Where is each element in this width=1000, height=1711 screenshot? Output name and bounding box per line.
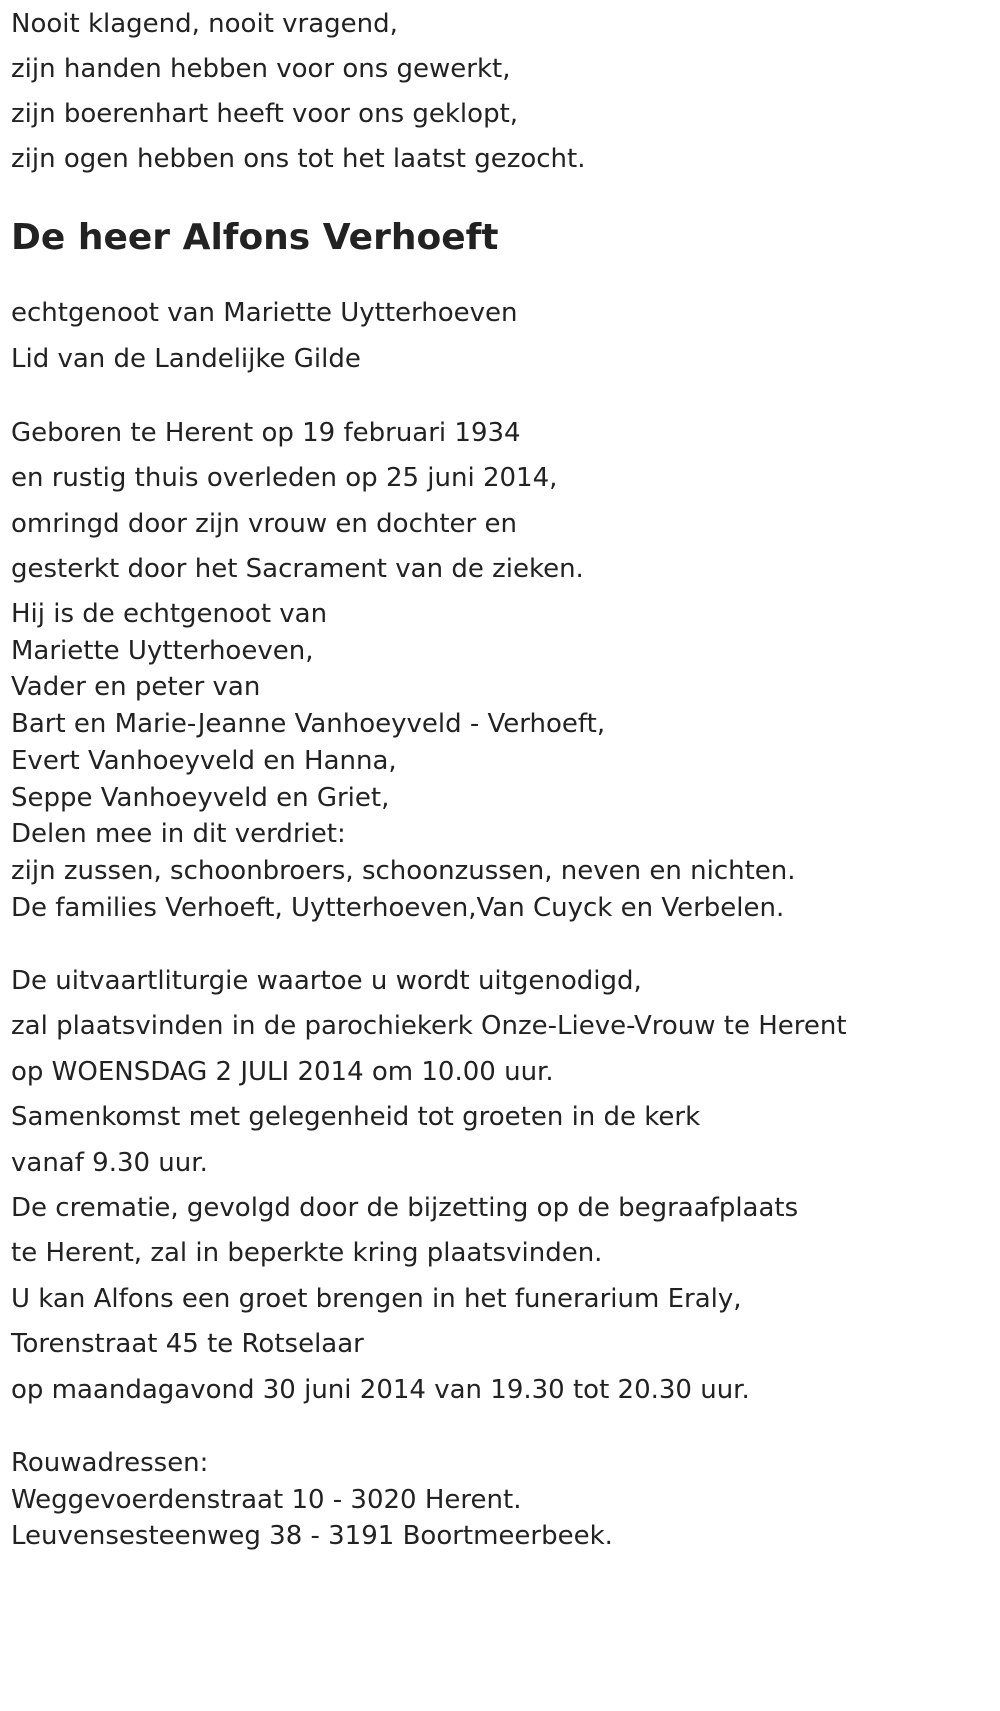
- ceremony-line: zal plaatsvinden in de parochiekerk Onze-Lieve-Vrouw te Herent: [11, 1011, 847, 1041]
- ceremony-line: te Herent, zal in beperkte kring plaatsvinden.: [11, 1238, 603, 1268]
- birth-death-line: omringd door zijn vrouw en dochter en: [11, 509, 517, 539]
- family-line: zijn zussen, schoonbroers, schoonzussen, neven en nichten.: [11, 856, 796, 886]
- address-heading: Rouwadressen:: [11, 1448, 209, 1478]
- ceremony-line: vanaf 9.30 uur.: [11, 1148, 208, 1178]
- intro-line: Lid van de Landelijke Gilde: [11, 344, 361, 374]
- intro-line: echtgenoot van Mariette Uytterhoeven: [11, 298, 518, 328]
- family-line: Seppe Vanhoeyveld en Griet,: [11, 783, 390, 813]
- ceremony-line: De crematie, gevolgd door de bijzetting op de begraafplaats: [11, 1193, 799, 1223]
- ceremony-line: op maandagavond 30 juni 2014 van 19.30 tot 20.30 uur.: [11, 1375, 750, 1405]
- poem-line: zijn ogen hebben ons tot het laatst gezocht.: [11, 144, 586, 174]
- address-line: Leuvensesteenweg 38 - 3191 Boortmeerbeek.: [11, 1521, 613, 1551]
- poem-line: zijn boerenhart heeft voor ons geklopt,: [11, 99, 519, 129]
- ceremony-line: Torenstraat 45 te Rotselaar: [11, 1329, 364, 1359]
- family-line: Evert Vanhoeyveld en Hanna,: [11, 746, 397, 776]
- poem-line: zijn handen hebben voor ons gewerkt,: [11, 54, 511, 84]
- birth-death-line: Geboren te Herent op 19 februari 1934: [11, 418, 521, 448]
- deceased-name: De heer Alfons Verhoeft: [11, 217, 499, 258]
- poem-line: Nooit klagend, nooit vragend,: [11, 9, 398, 39]
- family-line: Delen mee in dit verdriet:: [11, 819, 346, 849]
- address-line: Weggevoerdenstraat 10 - 3020 Herent.: [11, 1485, 522, 1515]
- family-line: Hij is de echtgenoot van: [11, 599, 328, 629]
- birth-death-line: gesterkt door het Sacrament van de zieken.: [11, 554, 584, 584]
- ceremony-line: De uitvaartliturgie waartoe u wordt uitgenodigd,: [11, 966, 642, 996]
- family-line: Mariette Uytterhoeven,: [11, 636, 314, 666]
- family-line: Vader en peter van: [11, 672, 261, 702]
- ceremony-line: op WOENSDAG 2 JULI 2014 om 10.00 uur.: [11, 1057, 554, 1087]
- family-line: Bart en Marie-Jeanne Vanhoeyveld - Verhoeft,: [11, 709, 606, 739]
- birth-death-line: en rustig thuis overleden op 25 juni 2014,: [11, 463, 558, 493]
- ceremony-line: U kan Alfons een groet brengen in het funerarium Eraly,: [11, 1284, 742, 1314]
- family-line: De families Verhoeft, Uytterhoeven,Van Cuyck en Verbelen.: [11, 893, 785, 923]
- ceremony-line: Samenkomst met gelegenheid tot groeten in de kerk: [11, 1102, 701, 1132]
